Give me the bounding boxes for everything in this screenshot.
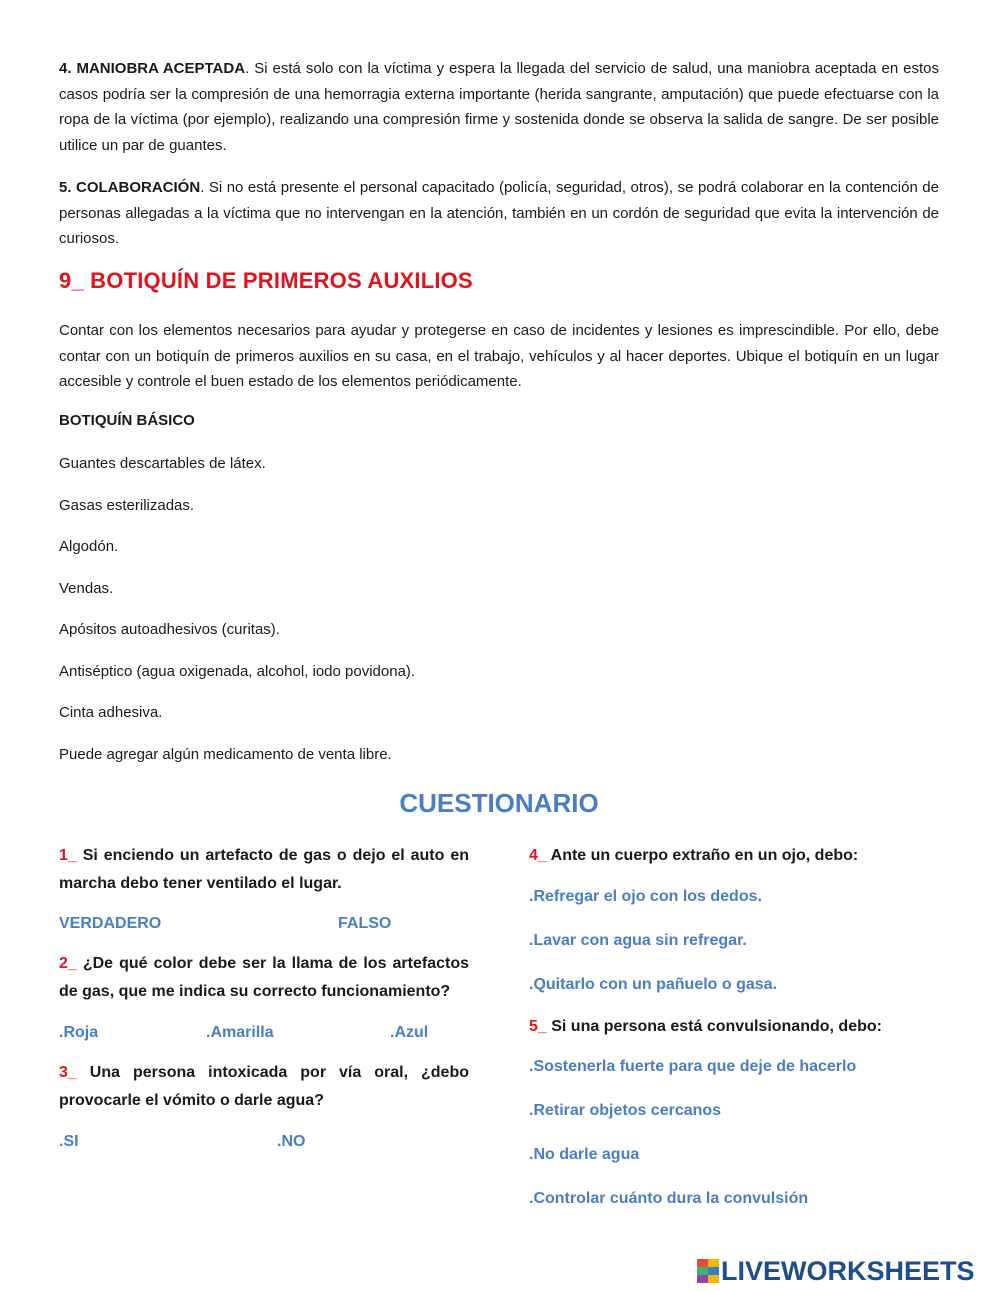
q3-option-yes[interactable]: .SI — [59, 1133, 79, 1150]
question-2-number: 2_ — [59, 955, 77, 972]
section-9-heading: 9_ BOTIQUÍN DE PRIMEROS AUXILIOS — [59, 268, 473, 293]
question-1-options — [59, 914, 469, 934]
liveworksheets-logo-icon — [697, 1259, 719, 1283]
kit-item: Cinta adhesiva. — [59, 704, 163, 721]
liveworksheets-logo-text: LIVEWORKSHEETS — [721, 1255, 975, 1286]
q4-option-rub[interactable]: .Refregar el ojo con los dedos. — [529, 888, 762, 905]
q5-option-remove-objects[interactable]: .Retirar objetos cercanos — [529, 1102, 722, 1119]
section-5-lead: 5. COLABORACIÓN — [59, 179, 201, 196]
section-5-paragraph — [59, 175, 939, 252]
question-4 — [529, 842, 949, 870]
question-2-text: ¿De qué color debe ser la llama de los artefactos de gas, que me indica su correcto funcionamiento? — [59, 955, 469, 1000]
kit-item: Algodón. — [59, 538, 119, 555]
quiz-title: CUESTIONARIO — [399, 788, 599, 818]
kit-item: Vendas. — [59, 579, 114, 597]
quiz-left-column — [59, 842, 469, 1152]
first-aid-intro: Contar con los elementos necesarios para ayudar y protegerse en caso de incidentes y lesiones es imprescindible. Por ello, debe contar con un botiquín de primeros auxilios en su casa, en el trabajo, vehículos y al hacer deportes. Ubique el botiquín en un lugar accesible y controle el buen estado de los elementos periódicamente. — [59, 322, 939, 390]
question-2-options — [59, 1023, 469, 1043]
kit-item: Antiséptico (agua oxigenada, alcohol, iodo povidona). — [59, 662, 416, 680]
section-4-lead: 4. MANIOBRA ACEPTADA — [59, 60, 246, 77]
q2-option-red[interactable]: .Roja — [59, 1024, 99, 1041]
question-3-text: Una persona intoxicada por vía oral, ¿debo provocarle el vómito o darle agua? — [59, 1064, 469, 1109]
kit-item: Apósitos autoadhesivos (curitas). — [59, 621, 280, 638]
section-4-text: . Si está solo con la víctima y espera la llegada del servicio de salud, una maniobra aceptada en estos casos podría ser la compresión de una hemorragia externa importante (herida sangrante, amputación) que puede efectuarse con la ropa de la víctima (por ejemplo), realizando una compresión firme y sostenida donde se observa la salida de sangre. De ser posible utilice un par de guantes. — [59, 60, 940, 154]
q2-option-blue[interactable]: .Azul — [390, 1024, 429, 1041]
q1-option-true[interactable]: VERDADERO — [59, 915, 162, 932]
question-5 — [529, 1013, 949, 1041]
q3-option-no[interactable]: .NO — [277, 1133, 306, 1150]
basic-kit-list — [59, 454, 415, 786]
liveworksheets-logo — [697, 1256, 975, 1286]
kit-item: Guantes descartables de látex. — [59, 455, 266, 472]
section-5-text: . Si no está presente el personal capacitado (policía, seguridad, otros), se podrá colaborar en la contención de personas allegadas a la víctima que no intervengan en la atención, también en un cordón de seguridad que evita la intervención de curiosos. — [59, 179, 939, 247]
question-2 — [59, 950, 469, 1006]
question-1-text: Si enciendo un artefacto de gas o dejo el auto en marcha debo tener ventilado el lugar. — [59, 847, 469, 892]
q5-option-no-water[interactable]: .No darle agua — [529, 1146, 640, 1163]
section-4-paragraph — [59, 56, 939, 158]
question-4-text: Ante un cuerpo extraño en un ojo, debo: — [546, 847, 859, 864]
question-1-number: 1_ — [59, 847, 77, 864]
kit-item: Gasas esterilizadas. — [59, 496, 195, 514]
q5-option-hold[interactable]: .Sostenerla fuerte para que deje de hacerlo — [529, 1058, 857, 1075]
basic-kit-title: BOTIQUÍN BÁSICO — [59, 412, 195, 429]
question-3-number: 3_ — [59, 1064, 77, 1081]
q1-option-false[interactable]: FALSO — [338, 915, 392, 932]
q4-option-wash[interactable]: .Lavar con agua sin refregar. — [529, 932, 747, 949]
quiz-right-column — [529, 842, 949, 1209]
question-3-options — [59, 1132, 469, 1152]
q5-option-time[interactable]: .Controlar cuánto dura la convulsión — [529, 1190, 809, 1207]
question-5-number: 5_ — [529, 1018, 547, 1035]
question-4-number: 4_ — [529, 847, 547, 864]
question-3 — [59, 1059, 469, 1115]
question-5-text: Si una persona está convulsionando, debo: — [546, 1018, 882, 1035]
question-1 — [59, 842, 469, 898]
kit-item: Puede agregar algún medicamento de venta libre. — [59, 745, 392, 763]
q4-option-remove[interactable]: .Quitarlo con un pañuelo o gasa. — [529, 976, 778, 993]
q2-option-yellow[interactable]: .Amarilla — [206, 1024, 274, 1041]
